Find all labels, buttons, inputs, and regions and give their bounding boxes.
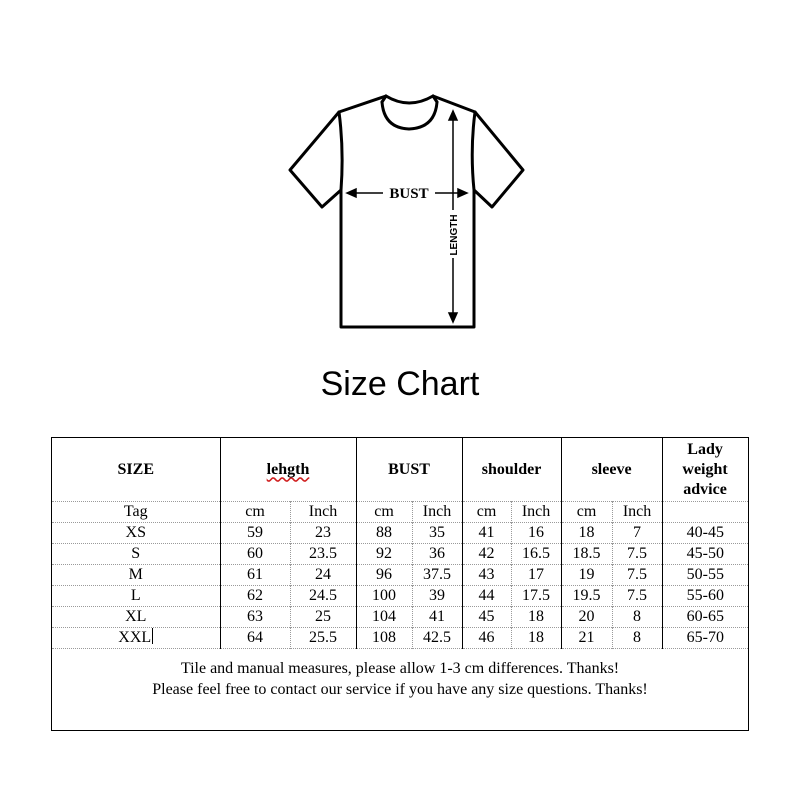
value-cell: 43 [462,565,511,586]
table-header-row [52,438,748,502]
unit-cell: Inch [612,502,662,523]
table-row [52,628,748,649]
value-cell: 7.5 [612,544,662,565]
header-bust: BUST [356,438,462,502]
value-cell: 96 [356,565,412,586]
value-cell: 88 [356,523,412,544]
header-weight-line3: advice [683,480,727,498]
table-row [52,544,748,565]
length-label: LENGTH [449,214,460,256]
value-cell: 7.5 [612,586,662,607]
size-chart [51,437,749,731]
size-cell: XL [125,608,147,625]
value-cell: 17 [511,565,561,586]
value-cell: 41 [412,607,462,628]
unit-cell: Inch [290,502,356,523]
table-row [52,586,748,607]
value-cell: 19 [561,565,612,586]
value-cell: 108 [356,628,412,649]
header-weight-advice [662,438,748,502]
value-cell: 18 [561,523,612,544]
header-sleeve: sleeve [561,438,662,502]
size-cell: L [130,587,141,604]
value-cell: 25 [290,607,356,628]
value-cell: 39 [412,586,462,607]
header-length-text: lehgth [266,460,310,478]
value-cell: 17.5 [511,586,561,607]
size-cell: XS [125,524,146,541]
bust-label: BUST [389,186,429,202]
size-cell: M [128,566,143,583]
unit-cell: Inch [511,502,561,523]
tshirt-diagram [270,88,540,338]
unit-cell: cm [462,502,511,523]
unit-cell: cm [220,502,290,523]
value-cell: 41 [462,523,511,544]
value-cell: 23 [290,523,356,544]
size-cell-text: XXL [118,629,152,646]
size-cell: S [131,545,141,562]
value-cell: 18 [511,628,561,649]
value-cell: 36 [412,544,462,565]
value-cell: 25.5 [290,628,356,649]
value-cell: 7 [612,523,662,544]
value-cell: 16 [511,523,561,544]
unit-cell: Tag [123,503,148,520]
value-cell: 35 [412,523,462,544]
weight-cell: 60-65 [662,607,748,628]
weight-cell: 50-55 [662,565,748,586]
value-cell: 100 [356,586,412,607]
size-table [52,438,749,649]
value-cell: 104 [356,607,412,628]
size-cell [52,628,220,649]
value-cell: 24 [290,565,356,586]
tshirt-outline [290,96,523,327]
weight-cell: 40-45 [662,523,748,544]
value-cell: 44 [462,586,511,607]
header-length [220,438,356,502]
header-size: SIZE [117,460,154,478]
unit-cell: cm [561,502,612,523]
note-line-1: Tile and manual measures, please allow 1-3 cm differences. Thanks! [180,660,620,677]
table-row [52,607,748,628]
text-cursor [152,628,153,644]
value-cell: 46 [462,628,511,649]
value-cell: 8 [612,607,662,628]
value-cell: 45 [462,607,511,628]
value-cell: 24.5 [290,586,356,607]
table-row [52,565,748,586]
value-cell: 18.5 [561,544,612,565]
value-cell: 23.5 [290,544,356,565]
value-cell: 62 [220,586,290,607]
note-line-2: Please feel free to contact our service if you have any size questions. Thanks! [152,681,648,698]
value-cell: 18 [511,607,561,628]
value-cell: 42 [462,544,511,565]
value-cell: 16.5 [511,544,561,565]
header-weight-line2: weight [682,460,728,478]
value-cell: 61 [220,565,290,586]
header-weight-line1: Lady [687,440,723,458]
unit-cell: Inch [412,502,462,523]
notes [52,658,748,700]
value-cell: 20 [561,607,612,628]
table-row [52,523,748,544]
units-row [52,502,748,523]
page-title: Size Chart [320,365,480,403]
header-shoulder: shoulder [462,438,561,502]
weight-cell: 55-60 [662,586,748,607]
value-cell: 92 [356,544,412,565]
value-cell: 19.5 [561,586,612,607]
value-cell: 42.5 [412,628,462,649]
weight-cell: 45-50 [662,544,748,565]
value-cell: 63 [220,607,290,628]
unit-cell: cm [356,502,412,523]
value-cell: 7.5 [612,565,662,586]
value-cell: 21 [561,628,612,649]
tshirt-collar [386,96,433,103]
weight-cell: 65-70 [662,628,748,649]
value-cell: 8 [612,628,662,649]
value-cell: 64 [220,628,290,649]
value-cell: 37.5 [412,565,462,586]
unit-cell [662,502,748,523]
value-cell: 59 [220,523,290,544]
value-cell: 60 [220,544,290,565]
